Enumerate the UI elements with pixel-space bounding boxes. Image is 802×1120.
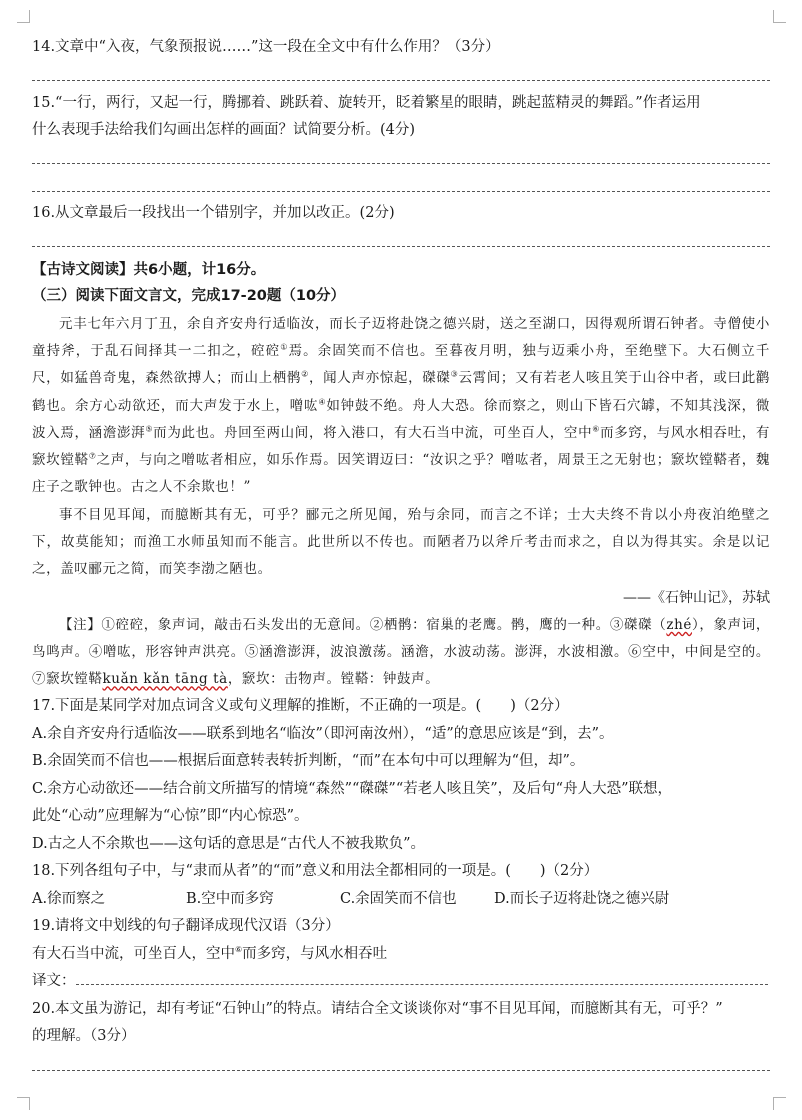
pinyin-kuan-kan: kuǎn kǎn tāng tà (102, 671, 228, 688)
footnote-marker: ② (301, 369, 309, 379)
q19-answer (32, 968, 770, 995)
translation-label: 译文： (32, 973, 76, 989)
question-16: 16.从文章最后一段找出一个错别字，并加以改正。(2分) (32, 205, 395, 221)
footnote-marker: ⑦ (88, 451, 97, 461)
annotation-notes: 【注】①硿硿，象声词，敲击石头发出的无意间。②栖鹘：宿巢的老鹰。鹘，鹰的一种。③磔磔（zhé），象声词，鸟鸣声。④噌吰，形容钟声洪亮。⑤涵澹澎湃，波浪激荡。涵澹，水波动荡。澎湃，水波相激。⑥空中，中间是空的。⑦窾坎镗鞳kuǎn kǎn tāng tà，窾坎：击物声。镗鞳：钟鼓声。 (32, 617, 770, 688)
answer-line[interactable] (32, 80, 770, 81)
answer-line[interactable] (32, 1070, 770, 1071)
crop-mark-top-right (773, 10, 786, 23)
footnote-marker: ⑥ (235, 945, 243, 955)
passage-paragraph-1: 元丰七年六月丁丑，余自齐安舟行适临汝，而长子迈将赴饶之德兴尉，送之至湖口，因得观所谓石钟者。寺僧使小童持斧，于乱石间择其一二扣之，硿硿①焉。余固笑而不信也。至暮夜月明，独与迈乘小舟，至绝壁下。大石侧立千尺，如猛兽奇鬼，森然欲搏人；而山上栖鹘②，闻人声亦惊起，磔磔③云霄间；又有若老人咳且笑于山谷中者，或曰此鹳鹤也。余方心动欲还，而大声发于水上，噌吰④如钟鼓不绝。舟人大恐。徐而察之，则山下皆石穴罅，不知其浅深，微波入焉，涵澹澎湃⑤而为此也。舟回至两山间，将入港口，有大石当中流，可坐百人，空中⑥而多窍，与风水相吞吐，有窾坎镗鞳⑦之声，与向之噌吰者相应，如乐作焉。因笑谓迈曰：“汝识之乎？噌吰者，周景王之无射也；窾坎镗鞳者，魏庄子之歌钟也。古之人不余欺也！” (32, 316, 771, 496)
passage-paragraph-2: 事不目见耳闻，而臆断其有无，可乎？郦元之所见闻，殆与余同，而言之不详；士大夫终不肯以小舟夜泊绝壁之下，故莫能知；而渔工水师虽知而不能言。此世所以不传也。而陋者乃以斧斤考击而求之，自以为得其实。余是以记之，盖叹郦元之简，而笑李渤之陋也。 (32, 507, 770, 578)
q18-option-a[interactable]: A.徐而察之 (32, 891, 106, 907)
question-15-line-1: 15.“一行，两行，又起一行，腾挪着、跳跃着、旋转开，眨着繁星的眼睛，跳起蓝精灵的舞蹈。”作者运用 (32, 95, 701, 111)
q17-option-c-continued: 此处“心动”应理解为“心惊”即“内心惊恐”。 (32, 808, 309, 824)
q19-sentence: 有大石当中流，可坐百人，空中⑥而多窍，与风水相吞吐 (32, 945, 388, 962)
q18-option-c[interactable]: C.余固笑而不信也 (340, 891, 457, 907)
subsection-title: （三）阅读下面文言文，完成17-20题（10分） (32, 288, 346, 304)
question-17: 17.下面是某同学对加点词含义或句义理解的推断，不正确的一项是。( )（2分） (32, 698, 569, 714)
footnote-marker: ③ (450, 369, 459, 379)
footnote-marker: ⑥ (592, 424, 601, 434)
question-20-line-1: 20.本文虽为游记，却有考证“石钟山”的特点。请结合全文谈谈你对“事不目见耳闻，而臆断其有无，可乎？” (32, 1001, 723, 1017)
crop-mark-bottom-left (17, 1097, 30, 1110)
question-20-line-2: 的理解。（3分） (32, 1028, 136, 1044)
question-14: 14.文章中“入夜，气象预报说……”这一段在全文中有什么作用？（3分） (32, 39, 500, 55)
pinyin-zhe: zhé (666, 617, 692, 633)
footnote-marker: ⑤ (145, 424, 154, 434)
crop-mark-top-left (17, 10, 30, 23)
q17-option-d[interactable]: D.古之人不余欺也——这句话的意思是“古代人不被我欺负”。 (32, 836, 426, 852)
q18-options (32, 886, 770, 913)
footnote-marker: ① (280, 342, 289, 352)
answer-line[interactable] (32, 163, 770, 164)
q18-option-b[interactable]: B.空中而多窍 (186, 891, 274, 907)
q17-option-c[interactable]: C.余方心动欲还——结合前文所描写的情境“森然”“磔磔”“若老人咳且笑”，及后句“舟人大恐”联想， (32, 781, 672, 797)
question-15-line-2: 什么表现手法给我们勾画出怎样的画面？试简要分析。(4分) (32, 122, 416, 138)
translation-answer-line[interactable] (76, 970, 768, 985)
q17-option-a[interactable]: A.余自齐安舟行适临汝——联系到地名“临汝”（即河南汝州），“适”的意思应该是“到，去”。 (32, 726, 614, 742)
answer-line[interactable] (32, 246, 770, 247)
answer-line[interactable] (32, 191, 770, 192)
footnote-marker: ④ (318, 397, 327, 407)
section-title: 【古诗文阅读】共6小题，计16分。 (32, 262, 266, 278)
q17-option-b[interactable]: B.余固笑而不信也——根据后面意转表转折判断，“而”在本句中可以理解为“但，却”。 (32, 753, 585, 769)
question-19: 19.请将文中划线的句子翻译成现代汉语（3分） (32, 918, 340, 934)
question-18: 18.下列各组句子中，与“隶而从者”的“而”意义和用法全都相同的一项是。( )（2分） (32, 863, 599, 879)
q18-option-d[interactable]: D.而长子迈将赴饶之德兴尉 (494, 891, 670, 907)
crop-mark-bottom-right (773, 1097, 786, 1110)
passage-source: ——《石钟山记》，苏轼 (623, 590, 770, 606)
